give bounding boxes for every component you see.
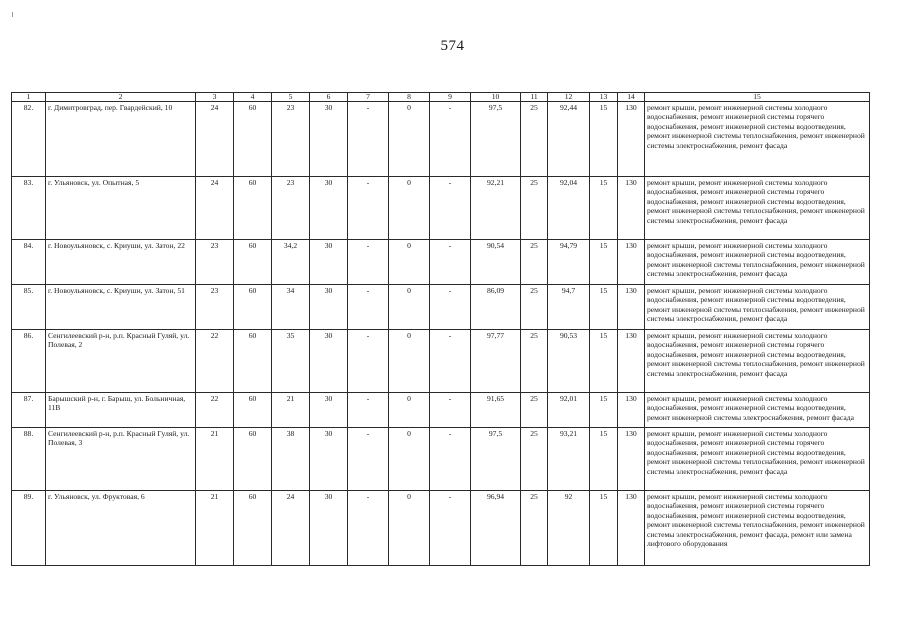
value-cell: 30 bbox=[310, 491, 348, 566]
value-cell: 60 bbox=[234, 491, 272, 566]
column-header: 8 bbox=[389, 93, 430, 102]
value-cell: 21 bbox=[196, 491, 234, 566]
works-cell: ремонт крыши, ремонт инженерной системы холодного водоснабжения, ремонт инженерной системы горячего водоснабжения, ремонт инженерной системы водоотведения, ремонт инженерной системы теплоснабжения, ремонт инженерной системы электроснабжения, ремонт фасада bbox=[645, 177, 870, 240]
value-cell: - bbox=[348, 428, 389, 491]
works-cell: ремонт крыши, ремонт инженерной системы холодного водоснабжения, ремонт инженерной системы водоотведения, ремонт инженерной системы теплоснабжения, ремонт инженерной системы электроснабжения, ремонт фасада bbox=[645, 240, 870, 285]
value-cell: 15 bbox=[590, 177, 618, 240]
value-cell: - bbox=[430, 240, 471, 285]
value-cell: 21 bbox=[196, 428, 234, 491]
value-cell: 21 bbox=[272, 393, 310, 428]
column-header: 1 bbox=[12, 93, 46, 102]
address-cell: Сенгилеевский р-н, р.п. Красный Гуляй, ул. Полевая, 2 bbox=[46, 330, 196, 393]
row-number: 82. bbox=[12, 102, 46, 177]
table-row bbox=[12, 285, 870, 330]
value-cell: 25 bbox=[521, 102, 548, 177]
header-row bbox=[12, 93, 870, 102]
value-cell: - bbox=[348, 240, 389, 285]
value-cell: 92,21 bbox=[471, 177, 521, 240]
value-cell: 60 bbox=[234, 240, 272, 285]
row-number: 87. bbox=[12, 393, 46, 428]
row-number: 89. bbox=[12, 491, 46, 566]
value-cell: 130 bbox=[618, 240, 645, 285]
table-row bbox=[12, 240, 870, 285]
column-header: 3 bbox=[196, 93, 234, 102]
value-cell: 24 bbox=[196, 177, 234, 240]
value-cell: 30 bbox=[310, 428, 348, 491]
value-cell: 130 bbox=[618, 393, 645, 428]
column-header: 15 bbox=[645, 93, 870, 102]
value-cell: 60 bbox=[234, 428, 272, 491]
value-cell: 25 bbox=[521, 177, 548, 240]
address-cell: Сенгилеевский р-н, р.п. Красный Гуляй, ул. Полевая, 3 bbox=[46, 428, 196, 491]
value-cell: 24 bbox=[196, 102, 234, 177]
value-cell: 0 bbox=[389, 240, 430, 285]
value-cell: 30 bbox=[310, 285, 348, 330]
value-cell: 22 bbox=[196, 393, 234, 428]
scan-artifact bbox=[12, 12, 13, 17]
value-cell: 15 bbox=[590, 285, 618, 330]
value-cell: - bbox=[348, 177, 389, 240]
value-cell: 93,21 bbox=[548, 428, 590, 491]
value-cell: 60 bbox=[234, 393, 272, 428]
value-cell: 60 bbox=[234, 330, 272, 393]
value-cell: 38 bbox=[272, 428, 310, 491]
value-cell: 60 bbox=[234, 177, 272, 240]
value-cell: 25 bbox=[521, 491, 548, 566]
value-cell: 97,77 bbox=[471, 330, 521, 393]
value-cell: 130 bbox=[618, 177, 645, 240]
value-cell: 130 bbox=[618, 491, 645, 566]
value-cell: 86,09 bbox=[471, 285, 521, 330]
value-cell: 15 bbox=[590, 428, 618, 491]
table-row bbox=[12, 177, 870, 240]
value-cell: - bbox=[348, 393, 389, 428]
column-header: 13 bbox=[590, 93, 618, 102]
column-header: 9 bbox=[430, 93, 471, 102]
value-cell: - bbox=[430, 330, 471, 393]
value-cell: 23 bbox=[272, 102, 310, 177]
value-cell: 0 bbox=[389, 330, 430, 393]
value-cell: 23 bbox=[196, 285, 234, 330]
value-cell: 22 bbox=[196, 330, 234, 393]
value-cell: 30 bbox=[310, 240, 348, 285]
value-cell: 94,7 bbox=[548, 285, 590, 330]
column-header: 6 bbox=[310, 93, 348, 102]
column-header: 7 bbox=[348, 93, 389, 102]
value-cell: 97,5 bbox=[471, 428, 521, 491]
column-header: 4 bbox=[234, 93, 272, 102]
works-cell: ремонт крыши, ремонт инженерной системы холодного водоснабжения, ремонт инженерной системы водоотведения, ремонт инженерной системы теплоснабжения, ремонт инженерной системы электроснабжения, ремонт фасада bbox=[645, 285, 870, 330]
value-cell: - bbox=[430, 102, 471, 177]
value-cell: 15 bbox=[590, 393, 618, 428]
address-cell: г. Ульяновск, ул. Опытная, 5 bbox=[46, 177, 196, 240]
value-cell: 130 bbox=[618, 285, 645, 330]
value-cell: 34 bbox=[272, 285, 310, 330]
value-cell: 92,04 bbox=[548, 177, 590, 240]
column-header: 2 bbox=[46, 93, 196, 102]
page-number: 574 bbox=[440, 38, 465, 54]
value-cell: - bbox=[430, 393, 471, 428]
value-cell: 92 bbox=[548, 491, 590, 566]
value-cell: 96,94 bbox=[471, 491, 521, 566]
value-cell: 91,65 bbox=[471, 393, 521, 428]
value-cell: 35 bbox=[272, 330, 310, 393]
value-cell: 15 bbox=[590, 240, 618, 285]
value-cell: 23 bbox=[272, 177, 310, 240]
works-cell: ремонт крыши, ремонт инженерной системы холодного водоснабжения, ремонт инженерной системы водоотведения, ремонт инженерной системы электроснабжения, ремонт фасада bbox=[645, 393, 870, 428]
table-row bbox=[12, 330, 870, 393]
table-row bbox=[12, 491, 870, 566]
column-header: 11 bbox=[521, 93, 548, 102]
value-cell: 90,54 bbox=[471, 240, 521, 285]
value-cell: 0 bbox=[389, 102, 430, 177]
value-cell: 30 bbox=[310, 330, 348, 393]
value-cell: 25 bbox=[521, 330, 548, 393]
address-cell: г. Ульяновск, ул. Фруктовая, 6 bbox=[46, 491, 196, 566]
value-cell: 130 bbox=[618, 330, 645, 393]
works-cell: ремонт крыши, ремонт инженерной системы холодного водоснабжения, ремонт инженерной системы горячего водоснабжения, ремонт инженерной системы водоотведения, ремонт инженерной системы теплоснабжения, ремонт инженерной системы электроснабжения, ремонт фасада bbox=[645, 428, 870, 491]
value-cell: 30 bbox=[310, 393, 348, 428]
row-number: 86. bbox=[12, 330, 46, 393]
value-cell: 25 bbox=[521, 240, 548, 285]
value-cell: 0 bbox=[389, 491, 430, 566]
data-table bbox=[11, 92, 870, 566]
column-header: 14 bbox=[618, 93, 645, 102]
address-cell: г. Новоульяновск, с. Криуши, ул. Затон, 51 bbox=[46, 285, 196, 330]
row-number: 84. bbox=[12, 240, 46, 285]
value-cell: - bbox=[348, 330, 389, 393]
value-cell: 92,44 bbox=[548, 102, 590, 177]
address-cell: г. Димитровград, пер. Гвардейский, 10 bbox=[46, 102, 196, 177]
value-cell: 130 bbox=[618, 428, 645, 491]
value-cell: 15 bbox=[590, 330, 618, 393]
value-cell: - bbox=[430, 177, 471, 240]
value-cell: 24 bbox=[272, 491, 310, 566]
value-cell: 25 bbox=[521, 393, 548, 428]
value-cell: 90,53 bbox=[548, 330, 590, 393]
works-cell: ремонт крыши, ремонт инженерной системы холодного водоснабжения, ремонт инженерной системы горячего водоснабжения, ремонт инженерной системы водоотведения, ремонт инженерной системы теплоснабжения, ремонт инженерной системы электроснабжения, ремонт фасада, ремонт или замена лифтового оборудования bbox=[645, 491, 870, 566]
table-row bbox=[12, 393, 870, 428]
value-cell: - bbox=[348, 491, 389, 566]
table-row bbox=[12, 428, 870, 491]
row-number: 83. bbox=[12, 177, 46, 240]
value-cell: 0 bbox=[389, 285, 430, 330]
value-cell: 25 bbox=[521, 428, 548, 491]
value-cell: 0 bbox=[389, 177, 430, 240]
value-cell: 34,2 bbox=[272, 240, 310, 285]
row-number: 85. bbox=[12, 285, 46, 330]
value-cell: - bbox=[348, 285, 389, 330]
value-cell: 15 bbox=[590, 102, 618, 177]
value-cell: 30 bbox=[310, 177, 348, 240]
table-row bbox=[12, 102, 870, 177]
value-cell: 0 bbox=[389, 428, 430, 491]
address-cell: г. Новоульяновск, с. Криуши, ул. Затон, 22 bbox=[46, 240, 196, 285]
value-cell: 97,5 bbox=[471, 102, 521, 177]
column-header: 5 bbox=[272, 93, 310, 102]
column-header: 12 bbox=[548, 93, 590, 102]
column-header: 10 bbox=[471, 93, 521, 102]
value-cell: 30 bbox=[310, 102, 348, 177]
value-cell: - bbox=[430, 285, 471, 330]
row-number: 88. bbox=[12, 428, 46, 491]
value-cell: 15 bbox=[590, 491, 618, 566]
value-cell: - bbox=[348, 102, 389, 177]
address-cell: Барышский р-н, г. Барыш, ул. Больничная, 11В bbox=[46, 393, 196, 428]
value-cell: 60 bbox=[234, 102, 272, 177]
value-cell: 23 bbox=[196, 240, 234, 285]
value-cell: 25 bbox=[521, 285, 548, 330]
value-cell: 60 bbox=[234, 285, 272, 330]
works-cell: ремонт крыши, ремонт инженерной системы холодного водоснабжения, ремонт инженерной системы горячего водоснабжения, ремонт инженерной системы водоотведения, ремонт инженерной системы теплоснабжения, ремонт инженерной системы электроснабжения, ремонт фасада bbox=[645, 330, 870, 393]
works-cell: ремонт крыши, ремонт инженерной системы холодного водоснабжения, ремонт инженерной системы горячего водоснабжения, ремонт инженерной системы водоотведения, ремонт инженерной системы теплоснабжения, ремонт инженерной системы электроснабжения, ремонт фасада bbox=[645, 102, 870, 177]
value-cell: - bbox=[430, 428, 471, 491]
value-cell: 130 bbox=[618, 102, 645, 177]
value-cell: - bbox=[430, 491, 471, 566]
value-cell: 94,79 bbox=[548, 240, 590, 285]
value-cell: 92,01 bbox=[548, 393, 590, 428]
value-cell: 0 bbox=[389, 393, 430, 428]
